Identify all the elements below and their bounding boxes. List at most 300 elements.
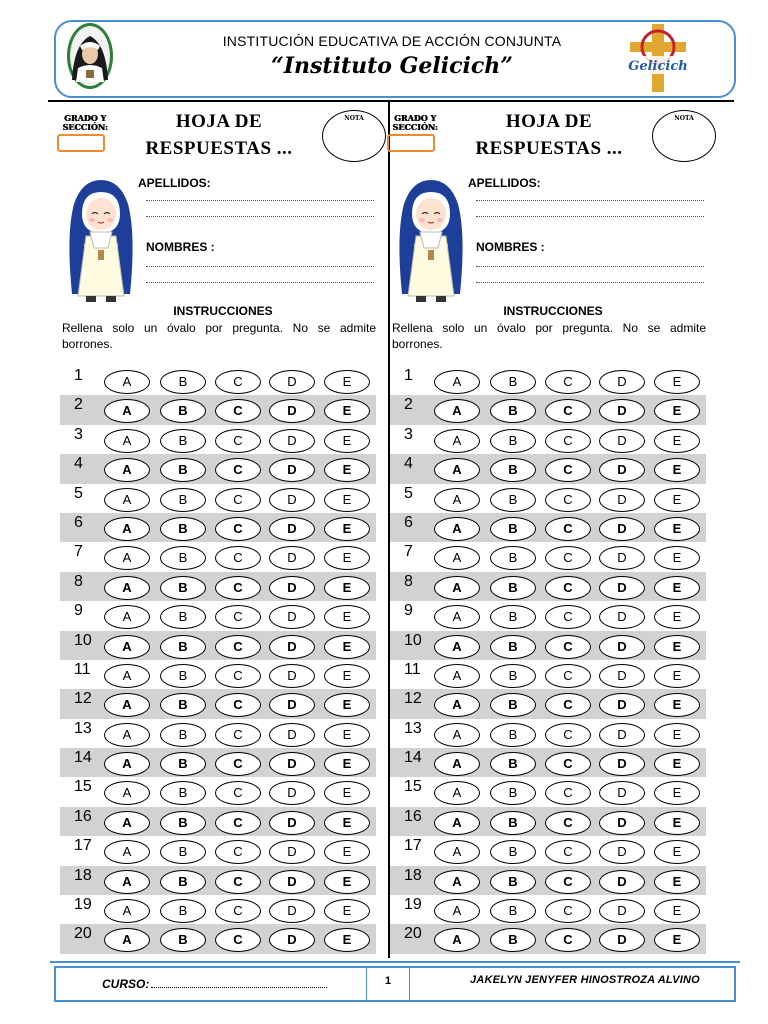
answer-bubble-e[interactable]: E: [324, 723, 370, 747]
question-row: [390, 513, 706, 542]
answer-bubble-a[interactable]: A: [104, 517, 150, 541]
answer-bubble-a[interactable]: A: [434, 517, 480, 541]
answer-bubble-b[interactable]: B: [160, 635, 206, 659]
answer-bubble-a[interactable]: A: [104, 635, 150, 659]
question-number: 5: [404, 484, 413, 502]
institution-name: INSTITUCIÓN EDUCATIVA DE ACCIÓN CONJUNTA: [222, 33, 562, 49]
answer-bubble-a[interactable]: A: [434, 664, 480, 688]
question-row: [60, 777, 376, 806]
answer-bubble-b[interactable]: B: [160, 870, 206, 894]
answer-bubble-b[interactable]: B: [160, 488, 206, 512]
answer-bubble-a[interactable]: A: [434, 781, 480, 805]
answer-bubble-a[interactable]: A: [104, 870, 150, 894]
answer-bubble-e[interactable]: E: [654, 723, 700, 747]
answer-bubble-c[interactable]: C: [545, 781, 591, 805]
answer-bubble-d[interactable]: D: [599, 635, 645, 659]
instructions-title: INSTRUCCIONES: [503, 304, 603, 318]
answer-bubble-b[interactable]: B: [160, 811, 206, 835]
answer-bubble-e[interactable]: E: [324, 546, 370, 570]
answer-bubble-c[interactable]: C: [545, 752, 591, 776]
answer-bubble-a[interactable]: A: [434, 488, 480, 512]
answer-bubble-b[interactable]: B: [160, 399, 206, 423]
page-footer: [54, 966, 736, 1002]
question-row: [60, 395, 376, 424]
answer-bubble-d[interactable]: D: [269, 488, 315, 512]
grado-seccion-field[interactable]: [57, 134, 105, 152]
answer-bubble-a[interactable]: A: [434, 370, 480, 394]
answer-bubble-c[interactable]: C: [215, 781, 261, 805]
answer-bubble-c[interactable]: C: [545, 488, 591, 512]
answer-bubble-e[interactable]: E: [654, 870, 700, 894]
page-number: 1: [366, 968, 410, 1000]
answer-bubble-e[interactable]: E: [654, 399, 700, 423]
question-row: [60, 601, 376, 630]
answer-bubble-d[interactable]: D: [599, 458, 645, 482]
answer-bubble-b[interactable]: B: [490, 546, 536, 570]
answer-bubble-c[interactable]: C: [215, 928, 261, 952]
answer-bubble-a[interactable]: A: [434, 605, 480, 629]
question-number: 3: [74, 425, 83, 443]
answer-bubble-c[interactable]: C: [215, 429, 261, 453]
answer-bubble-c[interactable]: C: [215, 517, 261, 541]
question-number: 20: [404, 925, 422, 943]
answer-bubble-e[interactable]: E: [654, 840, 700, 864]
question-row: [390, 395, 706, 424]
answer-bubble-e[interactable]: E: [324, 399, 370, 423]
answer-bubble-b[interactable]: B: [160, 781, 206, 805]
question-number: 19: [74, 896, 92, 914]
answer-bubble-d[interactable]: D: [269, 781, 315, 805]
answer-bubble-e[interactable]: E: [654, 635, 700, 659]
answer-bubble-d[interactable]: D: [599, 576, 645, 600]
question-row: [390, 866, 706, 895]
nota-circle[interactable]: [652, 110, 716, 162]
question-row: [60, 836, 376, 865]
answer-bubble-c[interactable]: C: [545, 693, 591, 717]
nombres-line-1[interactable]: [146, 266, 374, 267]
answer-bubble-c[interactable]: C: [215, 605, 261, 629]
author-name: JAKELYN JENYFER HINOSTROZA ALVINO: [470, 974, 700, 986]
institution-title: “Instituto Gelicich”: [271, 53, 513, 79]
answer-bubble-b[interactable]: B: [490, 664, 536, 688]
answer-bubble-c[interactable]: C: [545, 429, 591, 453]
question-row: [60, 866, 376, 895]
question-number: 12: [404, 690, 422, 708]
answer-bubble-e[interactable]: E: [324, 635, 370, 659]
answer-bubble-b[interactable]: B: [490, 899, 536, 923]
question-row: [390, 660, 706, 689]
nun-cartoon-icon: [394, 174, 468, 308]
answer-bubble-b[interactable]: B: [160, 517, 206, 541]
question-number: 13: [404, 719, 422, 737]
answer-bubble-e[interactable]: E: [654, 752, 700, 776]
answer-bubble-a[interactable]: A: [434, 458, 480, 482]
answer-bubble-d[interactable]: D: [269, 928, 315, 952]
answer-bubble-d[interactable]: D: [599, 811, 645, 835]
answer-bubble-c[interactable]: C: [215, 811, 261, 835]
nombres-line-2[interactable]: [476, 282, 704, 283]
answer-bubble-b[interactable]: B: [490, 488, 536, 512]
answer-bubble-a[interactable]: A: [104, 840, 150, 864]
question-number: 7: [404, 543, 413, 561]
sheet-title: HOJA DE RESPUESTAS ...: [475, 111, 623, 159]
answer-bubble-b[interactable]: B: [160, 664, 206, 688]
answer-bubble-a[interactable]: A: [104, 781, 150, 805]
answer-bubble-b[interactable]: B: [160, 576, 206, 600]
answer-bubble-d[interactable]: D: [269, 723, 315, 747]
question-row: [60, 542, 376, 571]
answer-bubble-a[interactable]: A: [434, 576, 480, 600]
grado-seccion-label: GRADO Y SECCIÓN:: [62, 113, 108, 132]
answer-bubble-c[interactable]: C: [215, 458, 261, 482]
answer-bubble-a[interactable]: A: [434, 723, 480, 747]
question-number: 6: [404, 513, 413, 531]
answer-bubble-d[interactable]: D: [599, 899, 645, 923]
answer-bubble-a[interactable]: A: [434, 635, 480, 659]
answer-bubble-d[interactable]: D: [599, 928, 645, 952]
answer-bubble-d[interactable]: D: [269, 664, 315, 688]
answer-bubble-e[interactable]: E: [324, 576, 370, 600]
answer-bubble-c[interactable]: C: [545, 458, 591, 482]
answer-bubble-b[interactable]: B: [490, 576, 536, 600]
answer-bubble-c[interactable]: C: [215, 370, 261, 394]
question-row: [390, 924, 706, 953]
answer-bubble-a[interactable]: A: [104, 605, 150, 629]
question-row: [390, 454, 706, 483]
answer-bubble-d[interactable]: D: [599, 517, 645, 541]
question-number: 5: [74, 484, 83, 502]
question-number: 10: [404, 631, 422, 649]
question-number: 17: [74, 837, 92, 855]
answer-bubble-d[interactable]: D: [599, 693, 645, 717]
answer-bubble-a[interactable]: A: [104, 693, 150, 717]
question-number: 1: [404, 367, 413, 384]
answer-bubble-e[interactable]: E: [324, 429, 370, 453]
question-row: [390, 895, 706, 924]
logo-text: Gelicich: [628, 59, 688, 74]
apellidos-label: APELLIDOS:: [468, 176, 541, 190]
answer-bubble-c[interactable]: C: [545, 723, 591, 747]
answer-bubble-d[interactable]: D: [269, 517, 315, 541]
answer-sheet-left: [60, 102, 386, 958]
question-row: [390, 777, 706, 806]
answer-bubble-c[interactable]: C: [215, 870, 261, 894]
answer-bubble-a[interactable]: A: [434, 811, 480, 835]
answer-bubble-d[interactable]: D: [599, 664, 645, 688]
answer-bubble-a[interactable]: A: [104, 546, 150, 570]
answer-bubble-b[interactable]: B: [490, 458, 536, 482]
answer-bubble-c[interactable]: C: [545, 576, 591, 600]
answer-bubble-e[interactable]: E: [654, 605, 700, 629]
answer-bubble-e[interactable]: E: [654, 458, 700, 482]
answer-bubble-a[interactable]: A: [104, 899, 150, 923]
answer-grid: [390, 366, 706, 954]
question-number: 18: [404, 866, 422, 884]
answer-bubble-a[interactable]: A: [104, 664, 150, 688]
answer-bubble-d[interactable]: D: [599, 605, 645, 629]
question-number: 12: [74, 690, 92, 708]
answer-bubble-d[interactable]: D: [269, 693, 315, 717]
answer-bubble-d[interactable]: D: [269, 899, 315, 923]
answer-bubble-b[interactable]: B: [160, 840, 206, 864]
answer-bubble-c[interactable]: C: [215, 635, 261, 659]
answer-bubble-c[interactable]: C: [215, 693, 261, 717]
answer-bubble-d[interactable]: D: [599, 870, 645, 894]
question-number: 9: [404, 602, 413, 620]
answer-bubble-e[interactable]: E: [654, 928, 700, 952]
answer-bubble-a[interactable]: A: [434, 899, 480, 923]
answer-bubble-a[interactable]: A: [434, 870, 480, 894]
answer-bubble-c[interactable]: C: [545, 840, 591, 864]
answer-bubble-e[interactable]: E: [654, 693, 700, 717]
answer-bubble-d[interactable]: D: [269, 752, 315, 776]
answer-bubble-e[interactable]: E: [654, 429, 700, 453]
answer-bubble-b[interactable]: B: [490, 928, 536, 952]
question-row: [390, 542, 706, 571]
question-row: [60, 924, 376, 953]
answer-bubble-a[interactable]: A: [434, 546, 480, 570]
nota-circle[interactable]: [322, 110, 386, 162]
answer-bubble-d[interactable]: D: [269, 635, 315, 659]
nombres-label: NOMBRES :: [476, 240, 545, 254]
question-number: 17: [404, 837, 422, 855]
answer-bubble-e[interactable]: E: [324, 693, 370, 717]
answer-bubble-c[interactable]: C: [545, 635, 591, 659]
answer-bubble-b[interactable]: B: [490, 399, 536, 423]
question-row: [390, 572, 706, 601]
answer-bubble-e[interactable]: E: [654, 517, 700, 541]
answer-bubble-a[interactable]: A: [104, 811, 150, 835]
question-row: [390, 484, 706, 513]
answer-bubble-b[interactable]: B: [490, 693, 536, 717]
answer-bubble-c[interactable]: C: [545, 811, 591, 835]
answer-bubble-b[interactable]: B: [490, 781, 536, 805]
answer-bubble-b[interactable]: B: [160, 899, 206, 923]
answer-grid: [60, 366, 376, 954]
nombres-line-2[interactable]: [146, 282, 374, 283]
question-number: 20: [74, 925, 92, 943]
question-row: [60, 689, 376, 718]
answer-bubble-b[interactable]: B: [160, 429, 206, 453]
question-row: [390, 748, 706, 777]
answer-bubble-e[interactable]: E: [324, 928, 370, 952]
answer-bubble-c[interactable]: C: [215, 723, 261, 747]
answer-bubble-d[interactable]: D: [269, 546, 315, 570]
answer-bubble-c[interactable]: C: [215, 576, 261, 600]
answer-bubble-b[interactable]: B: [160, 723, 206, 747]
answer-bubble-c[interactable]: C: [545, 928, 591, 952]
answer-bubble-d[interactable]: D: [599, 370, 645, 394]
answer-bubble-e[interactable]: E: [654, 781, 700, 805]
answer-bubble-a[interactable]: A: [104, 429, 150, 453]
answer-bubble-a[interactable]: A: [434, 399, 480, 423]
answer-bubble-d[interactable]: D: [599, 399, 645, 423]
answer-bubble-a[interactable]: A: [434, 928, 480, 952]
answer-bubble-e[interactable]: E: [324, 458, 370, 482]
answer-bubble-a[interactable]: A: [434, 840, 480, 864]
question-row: [390, 425, 706, 454]
answer-bubble-e[interactable]: E: [324, 370, 370, 394]
answer-bubble-b[interactable]: B: [160, 370, 206, 394]
question-row: [60, 660, 376, 689]
question-number: 16: [404, 807, 422, 825]
answer-bubble-d[interactable]: D: [599, 488, 645, 512]
answer-bubble-c[interactable]: C: [545, 517, 591, 541]
grado-seccion-field[interactable]: [387, 134, 435, 152]
answer-bubble-c[interactable]: C: [215, 399, 261, 423]
question-number: 18: [74, 866, 92, 884]
question-row: [60, 572, 376, 601]
question-row: [60, 895, 376, 924]
answer-bubble-d[interactable]: D: [599, 429, 645, 453]
answer-bubble-e[interactable]: E: [324, 752, 370, 776]
answer-bubble-a[interactable]: A: [434, 429, 480, 453]
answer-bubble-d[interactable]: D: [599, 752, 645, 776]
answer-bubble-e[interactable]: E: [324, 488, 370, 512]
answer-bubble-b[interactable]: B: [160, 752, 206, 776]
answer-bubble-e[interactable]: E: [654, 576, 700, 600]
apellidos-line-2[interactable]: [476, 216, 704, 217]
nombres-line-1[interactable]: [476, 266, 704, 267]
answer-bubble-b[interactable]: B: [490, 635, 536, 659]
instructions-text: Rellena solo un óvalo por pregunta. No se admite borrones.: [62, 321, 376, 351]
question-number: 13: [74, 719, 92, 737]
apellidos-line-2[interactable]: [146, 216, 374, 217]
answer-bubble-e[interactable]: E: [324, 664, 370, 688]
answer-bubble-d[interactable]: D: [599, 723, 645, 747]
grado-seccion-label: GRADO Y SECCIÓN:: [392, 113, 438, 132]
answer-bubble-d[interactable]: D: [269, 399, 315, 423]
answer-bubble-b[interactable]: B: [490, 811, 536, 835]
question-number: 9: [74, 602, 83, 620]
answer-bubble-e[interactable]: E: [324, 605, 370, 629]
answer-bubble-e[interactable]: E: [324, 811, 370, 835]
curso-field[interactable]: [102, 977, 327, 991]
answer-bubble-e[interactable]: E: [654, 664, 700, 688]
answer-bubble-e[interactable]: E: [324, 899, 370, 923]
answer-bubble-d[interactable]: D: [269, 429, 315, 453]
answer-bubble-a[interactable]: A: [104, 723, 150, 747]
answer-bubble-e[interactable]: E: [654, 811, 700, 835]
answer-bubble-c[interactable]: C: [215, 488, 261, 512]
sheet-title: HOJA DE RESPUESTAS ...: [145, 111, 293, 159]
question-row: [390, 836, 706, 865]
question-row: [60, 484, 376, 513]
answer-bubble-e[interactable]: E: [654, 370, 700, 394]
answer-bubble-c[interactable]: C: [545, 664, 591, 688]
answer-bubble-c[interactable]: C: [545, 546, 591, 570]
answer-bubble-a[interactable]: A: [104, 370, 150, 394]
answer-bubble-c[interactable]: C: [215, 840, 261, 864]
apellidos-line-1[interactable]: [476, 200, 704, 201]
question-row: [60, 454, 376, 483]
question-row: [60, 631, 376, 660]
question-number: 15: [404, 778, 422, 796]
answer-bubble-d[interactable]: D: [269, 458, 315, 482]
question-row: [390, 689, 706, 718]
answer-bubble-d[interactable]: D: [269, 605, 315, 629]
question-number: 15: [74, 778, 92, 796]
answer-bubble-d[interactable]: D: [269, 370, 315, 394]
answer-bubble-e[interactable]: E: [324, 517, 370, 541]
answer-bubble-e[interactable]: E: [654, 546, 700, 570]
question-number: 8: [404, 572, 413, 590]
answer-bubble-c[interactable]: C: [545, 870, 591, 894]
answer-bubble-d[interactable]: D: [599, 840, 645, 864]
answer-bubble-a[interactable]: A: [104, 488, 150, 512]
answer-bubble-a[interactable]: A: [434, 693, 480, 717]
nombres-label: NOMBRES :: [146, 240, 215, 254]
answer-bubble-d[interactable]: D: [269, 811, 315, 835]
question-number: 11: [404, 660, 421, 678]
answer-bubble-d[interactable]: D: [599, 781, 645, 805]
answer-bubble-b[interactable]: B: [490, 870, 536, 894]
answer-bubble-a[interactable]: A: [104, 576, 150, 600]
answer-bubble-c[interactable]: C: [215, 664, 261, 688]
answer-bubble-a[interactable]: A: [104, 399, 150, 423]
answer-bubble-e[interactable]: E: [654, 899, 700, 923]
question-row: [60, 425, 376, 454]
answer-bubble-c[interactable]: C: [215, 546, 261, 570]
answer-bubble-b[interactable]: B: [160, 928, 206, 952]
answer-bubble-b[interactable]: B: [490, 517, 536, 541]
answer-bubble-e[interactable]: E: [324, 870, 370, 894]
answer-bubble-b[interactable]: B: [490, 723, 536, 747]
answer-bubble-e[interactable]: E: [324, 781, 370, 805]
answer-bubble-b[interactable]: B: [490, 370, 536, 394]
answer-bubble-c[interactable]: C: [215, 752, 261, 776]
answer-bubble-b[interactable]: B: [160, 605, 206, 629]
instructions-title: INSTRUCCIONES: [173, 304, 273, 318]
question-row: [60, 807, 376, 836]
answer-bubble-d[interactable]: D: [269, 576, 315, 600]
answer-bubble-b[interactable]: B: [490, 752, 536, 776]
answer-bubble-c[interactable]: C: [215, 899, 261, 923]
answer-bubble-b[interactable]: B: [490, 605, 536, 629]
question-number: 14: [74, 749, 92, 767]
footer-top-rule: [50, 961, 740, 963]
answer-bubble-b[interactable]: B: [160, 546, 206, 570]
answer-bubble-e[interactable]: E: [654, 488, 700, 512]
answer-bubble-c[interactable]: C: [545, 370, 591, 394]
answer-bubble-b[interactable]: B: [490, 429, 536, 453]
answer-bubble-b[interactable]: B: [490, 840, 536, 864]
answer-bubble-e[interactable]: E: [324, 840, 370, 864]
apellidos-line-1[interactable]: [146, 200, 374, 201]
answer-bubble-d[interactable]: D: [269, 870, 315, 894]
answer-sheet-right: [390, 102, 716, 958]
answer-bubble-a[interactable]: A: [104, 752, 150, 776]
answer-bubble-c[interactable]: C: [545, 605, 591, 629]
answer-bubble-b[interactable]: B: [160, 458, 206, 482]
question-row: [390, 601, 706, 630]
answer-bubble-d[interactable]: D: [599, 546, 645, 570]
question-number: 10: [74, 631, 92, 649]
nota-label: NOTA: [674, 115, 694, 122]
answer-bubble-c[interactable]: C: [545, 899, 591, 923]
answer-bubble-b[interactable]: B: [160, 693, 206, 717]
curso-line[interactable]: [151, 987, 327, 988]
answer-bubble-d[interactable]: D: [269, 840, 315, 864]
question-number: 2: [74, 396, 83, 414]
answer-bubble-a[interactable]: A: [434, 752, 480, 776]
answer-bubble-c[interactable]: C: [545, 399, 591, 423]
question-row: [60, 719, 376, 748]
answer-bubble-a[interactable]: A: [104, 458, 150, 482]
nun-cartoon-icon: [64, 174, 138, 308]
question-row: [60, 366, 376, 395]
answer-bubble-a[interactable]: A: [104, 928, 150, 952]
